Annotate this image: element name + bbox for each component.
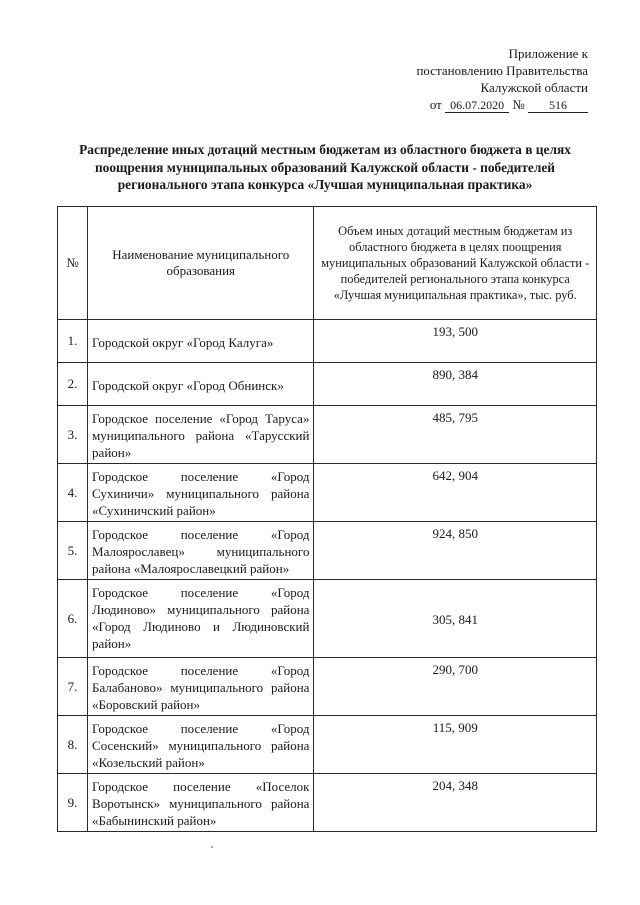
appendix-header xyxy=(416,45,588,113)
row-name: Городское поселение «Город Сухиничи» муниципального района «Сухиничский район» xyxy=(88,464,314,522)
from-label: от xyxy=(429,97,442,112)
row-num: 5. xyxy=(58,522,88,580)
table-row xyxy=(58,658,597,716)
row-num: 6. xyxy=(58,580,88,658)
distribution-table xyxy=(57,206,597,832)
row-name: Городское поселение «Город Таруса» муниципального района «Тарусский район» xyxy=(88,406,314,464)
decree-date: 06.07.2020 xyxy=(445,98,509,113)
row-name: Городской округ «Город Обнинск» xyxy=(88,363,314,406)
row-value: 924, 850 xyxy=(314,522,597,580)
appendix-line-3: Калужской области xyxy=(480,80,588,95)
row-value: 193, 500 xyxy=(314,320,597,363)
row-value: 290, 700 xyxy=(314,658,597,716)
appendix-line-1: Приложение к xyxy=(508,46,588,61)
row-num: 3. xyxy=(58,406,88,464)
decree-date-number xyxy=(430,96,588,113)
row-name: Городское поселение «Город Малоярославец» муниципального района «Малоярославецкий район» xyxy=(88,522,314,580)
row-name: Городское поселение «Город Сосенский» муниципального района «Козельский район» xyxy=(88,716,314,774)
number-label: № xyxy=(512,97,525,112)
document-title: Распределение иных дотаций местным бюджетам из областного бюджета в целях поощрения муниципальных образований Калужской области - победителей регионального этапа конкурса «Лучшая муниципальная практика» xyxy=(79,142,571,192)
header-value: Объем иных дотаций местным бюджетам из областного бюджета в целях поощрения муниципальных образований Калужской области - победителей регионального этапа конкурса «Лучшая муниципальная практика», тыс. руб. xyxy=(314,207,597,320)
table-row xyxy=(58,363,597,406)
row-name: Городское поселение «Город Людиново» муниципального района «Город Людиново и Людиновский район» xyxy=(88,580,314,658)
table-row xyxy=(58,522,597,580)
header-name: Наименование муниципального образования xyxy=(88,207,314,320)
header-num: № xyxy=(58,207,88,320)
row-num: 7. xyxy=(58,658,88,716)
table-row xyxy=(58,580,597,658)
table-row xyxy=(58,406,597,464)
table-row xyxy=(58,716,597,774)
row-value: 485, 795 xyxy=(314,406,597,464)
table-row xyxy=(58,464,597,522)
decree-number: 516 xyxy=(528,98,588,113)
row-value: 115, 909 xyxy=(314,716,597,774)
row-num: 8. xyxy=(58,716,88,774)
row-value: 204, 348 xyxy=(314,774,597,832)
row-num: 9. xyxy=(58,774,88,832)
row-num: 4. xyxy=(58,464,88,522)
row-name: Городской округ «Город Калуга» xyxy=(88,320,314,363)
row-name: Городское поселение «Поселок Воротынск» муниципального района «Бабынинский район» xyxy=(88,774,314,832)
row-value: 305, 841 xyxy=(314,580,597,658)
row-name: Городское поселение «Город Балабаново» муниципального района «Боровский район» xyxy=(88,658,314,716)
scan-speck xyxy=(211,846,213,848)
table-header-row xyxy=(58,207,597,320)
row-num: 2. xyxy=(58,363,88,406)
appendix-line-2: постановлению Правительства xyxy=(416,63,588,78)
row-value: 890, 384 xyxy=(314,363,597,406)
row-value: 642, 904 xyxy=(314,464,597,522)
row-num: 1. xyxy=(58,320,88,363)
table-row xyxy=(58,774,597,832)
table-row xyxy=(58,320,597,363)
